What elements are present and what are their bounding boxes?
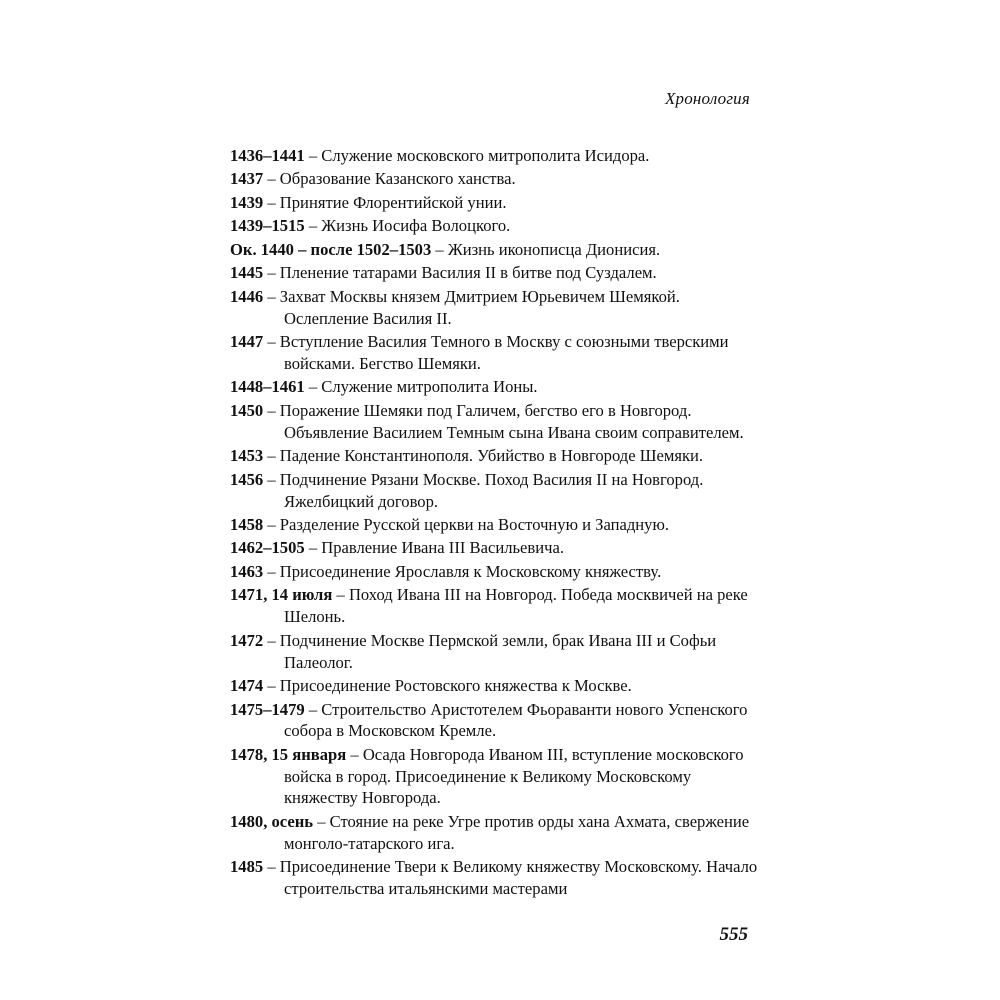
entry-separator: – [263, 192, 280, 212]
entry-date: 1453 [230, 446, 264, 466]
entry-date: 1437 [230, 169, 264, 189]
entry-date: 1436–1441 [230, 146, 305, 165]
chronology-entry [230, 192, 760, 214]
running-head: Хронология [664, 89, 750, 108]
chronology-entry [230, 630, 760, 674]
entry-text: Подчинение Рязани Москве. Поход Василия II на Новгород. Яжелбицкий договор. [279, 469, 704, 511]
entry-separator: – [346, 744, 363, 764]
entry-text: Служение митрополита Ионы. [321, 377, 538, 397]
chronology-entry [230, 699, 760, 743]
entry-date: Ок. 1440 – после 1502–1503 [230, 239, 432, 259]
chronology-entry [230, 262, 760, 284]
entry-separator: – [263, 857, 280, 877]
entry-date: 1480, осень [230, 811, 314, 831]
chronology-entry [230, 239, 760, 261]
entry-separator: – [304, 538, 322, 558]
chronology-entry [230, 675, 760, 697]
entry-date: 1450 [230, 400, 264, 420]
entry-date: 1445 [230, 263, 264, 283]
entry-text: Строительство Аристотелем Фьораванти нового Успенского собора в Московском Кремле. [284, 699, 748, 741]
entry-text: Разделение Русской церкви на Восточную и Западную. [279, 515, 670, 534]
entry-text: Принятие Флорентийской унии. [279, 192, 507, 212]
entry-date: 1463 [230, 561, 264, 581]
entry-separator: – [304, 146, 322, 165]
entry-separator: – [332, 585, 349, 605]
entry-separator: – [263, 515, 280, 534]
entry-separator: – [263, 446, 280, 466]
entry-date: 1475–1479 [230, 699, 305, 719]
entry-text: Присоединение Твери к Великому княжеству Московскому. Начало строительства итальянскими мастерами [279, 857, 758, 898]
entry-separator: – [263, 332, 280, 352]
chronology-entry [230, 445, 760, 467]
entry-text: Подчинение Москве Пермской земли, брак Ивана III и Софьи Палеолог. [279, 630, 717, 672]
chronology-entry [230, 514, 760, 536]
entry-text: Служение московского митрополита Исидора. [321, 146, 650, 165]
entry-date: 1456 [230, 469, 264, 489]
entry-text: Правление Ивана III Васильевича. [321, 538, 564, 558]
entry-separator: – [263, 469, 280, 489]
entry-separator: – [263, 400, 280, 420]
entry-separator: – [304, 216, 322, 236]
chronology-entry [230, 537, 760, 559]
entry-text: Поход Ивана III на Новгород. Победа москвичей на реке Шелонь. [284, 585, 748, 627]
entry-separator: – [304, 699, 322, 719]
entry-date: 1448–1461 [230, 377, 305, 397]
entry-separator: – [304, 377, 322, 397]
entry-date: 1447 [230, 332, 264, 352]
entry-separator: – [313, 811, 330, 831]
entry-separator: – [263, 169, 280, 189]
chronology-entry [230, 744, 760, 809]
entry-text: Присоединение Ростовского княжества к Москве. [279, 676, 632, 696]
chronology-entry [230, 561, 760, 583]
entry-text: Жизнь Иосифа Волоцкого. [321, 216, 511, 236]
entry-text: Жизнь иконописца Дионисия. [447, 239, 661, 259]
entry-date: 1472 [230, 630, 264, 650]
entry-date: 1485 [230, 857, 264, 877]
entry-separator: – [263, 286, 280, 306]
chronology-entry [230, 286, 760, 330]
entry-date: 1439–1515 [230, 216, 305, 236]
chronology-entry [230, 856, 760, 900]
entry-text: Стояние на реке Угре против орды хана Ахмата, свержение монголо-татарского ига. [284, 811, 750, 853]
entry-date: 1478, 15 января [230, 744, 347, 764]
entry-text: Захват Москвы князем Дмитрием Юрьевичем Шемякой. Ослепление Василия II. [279, 286, 680, 328]
entry-text: Осада Новгорода Иваном III, вступление московского войска в город. Присоединение к Великому Московскому княжеству Новгорода. [284, 744, 744, 808]
entry-text: Образование Казанского ханства. [279, 169, 516, 189]
entry-text: Пленение татарами Василия II в битве под Суздалем. [279, 263, 657, 283]
entry-text: Падение Константинополя. Убийство в Новгороде Шемяки. [279, 446, 704, 466]
chronology-entry [230, 811, 760, 855]
entry-date: 1446 [230, 286, 264, 306]
entry-separator: – [263, 561, 280, 581]
chronology-entry [230, 168, 760, 190]
entry-date: 1471, 14 июля [230, 585, 333, 605]
chronology-entry [230, 145, 760, 167]
page-number: 555 [719, 924, 748, 945]
entry-date: 1462–1505 [230, 538, 305, 558]
entry-text: Вступление Василия Темного в Москву с союзными тверскими войсками. Бегство Шемяки. [279, 332, 729, 373]
chronology-entry [230, 584, 760, 628]
entry-text: Поражение Шемяки под Галичем, бегство его в Новгород. Объявление Василием Темным сына Ивана своим соправителем. [279, 400, 744, 442]
chronology-entry [230, 215, 760, 237]
chronology-entry [230, 331, 760, 375]
entry-date: 1474 [230, 676, 264, 696]
chronology-list [230, 145, 760, 901]
entry-date: 1458 [230, 515, 264, 534]
entry-separator: – [263, 630, 280, 650]
chronology-entry [230, 469, 760, 513]
entry-date: 1439 [230, 192, 264, 212]
entry-text: Присоединение Ярославля к Московскому княжеству. [279, 561, 662, 581]
chronology-entry [230, 400, 760, 444]
entry-separator: – [263, 676, 280, 696]
chronology-entry [230, 376, 760, 398]
entry-separator: – [263, 263, 280, 283]
entry-separator: – [431, 239, 448, 259]
